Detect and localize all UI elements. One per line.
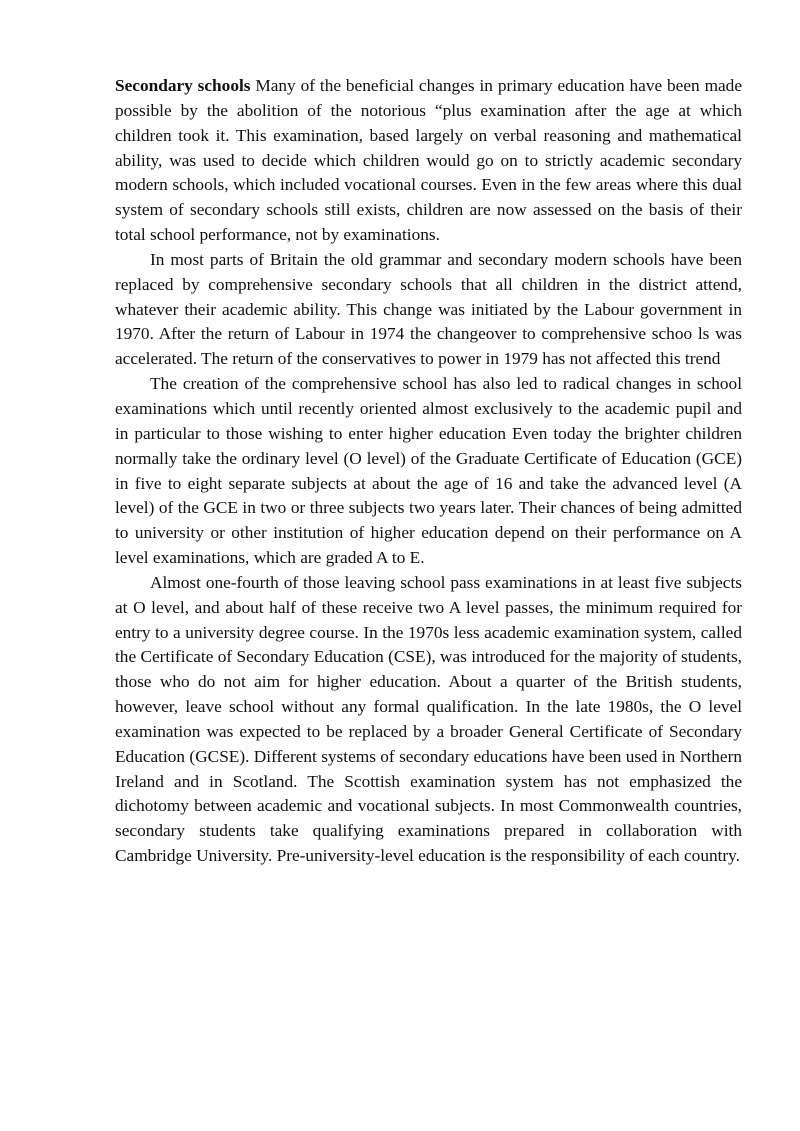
paragraph-text: Many of the beneficial changes in primary education have been made possible by the abolition of the notorious “plus examination after the age at which children took it. This examination, based largely on verbal reasoning and mathematical ability, was used to decide which children would go on to strictly academic secondary modern schools, which included vocational courses. Even in the few areas where this dual system of secondary schools still exists, children are now assessed on the basis of their total school performance, not by examinations. <box>115 76 742 245</box>
paragraph-comprehensive-schools <box>115 248 742 372</box>
body-text <box>115 74 742 869</box>
paragraph-qualifications <box>115 571 742 869</box>
section-heading: Secondary schools <box>115 76 251 95</box>
paragraph-secondary-schools <box>115 74 742 248</box>
paragraph-examinations <box>115 372 742 571</box>
paragraph-text: In most parts of Britain the old grammar and secondary modern schools have been replaced by comprehensive secondary schools that all children in the district attend, whatever their academic ability. This change was initiated by the Labour government in 1970. After the return of Labour in 1974 the changeover to comprehensive schoo ls was accelerated. The return of the conservatives to power in 1979 has not affected this trend <box>115 249 742 369</box>
paragraph-text: The creation of the comprehensive school has also led to radical changes in school examinations which until recently oriented almost exclusively to the academic pupil and in particular to those wishing to enter higher education Even today the brighter children normally take the ordinary level (O level) of the Graduate Certificate of Education (GCE) in five to eight separate subjects at about the age of 16 and take the advanced level (A level) of the GCE in two or three subjects two years later. Their chances of being admitted to university or other institution of higher education depend on their performance on A level examinations, which are graded A to E. <box>115 374 742 568</box>
paragraph-text: Almost one-fourth of those leaving school pass examinations in at least five subjects at O level, and about half of these receive two A level passes, the minimum required for entry to a university degree course. In the 1970s less academic examination system, called the Certificate of Secondary Education (CSE), was introduced for the majority of students, those who do not aim for higher education. About a quarter of the British students, however, leave school without any formal qualification. In the late 1980s, the O level examination was expected to be replaced by a broader General Certificate of Secondary Education (GCSE). Different systems of secondary educations have been used in Northern Ireland and in Scotland. The Scottish examination system has not emphasized the dichotomy between academic and vocational subjects. In most Commonwealth countries, secondary students take qualifying examinations prepared in collaboration with Cambridge University. Pre-university-level education is the responsibility of each country. <box>115 572 742 866</box>
